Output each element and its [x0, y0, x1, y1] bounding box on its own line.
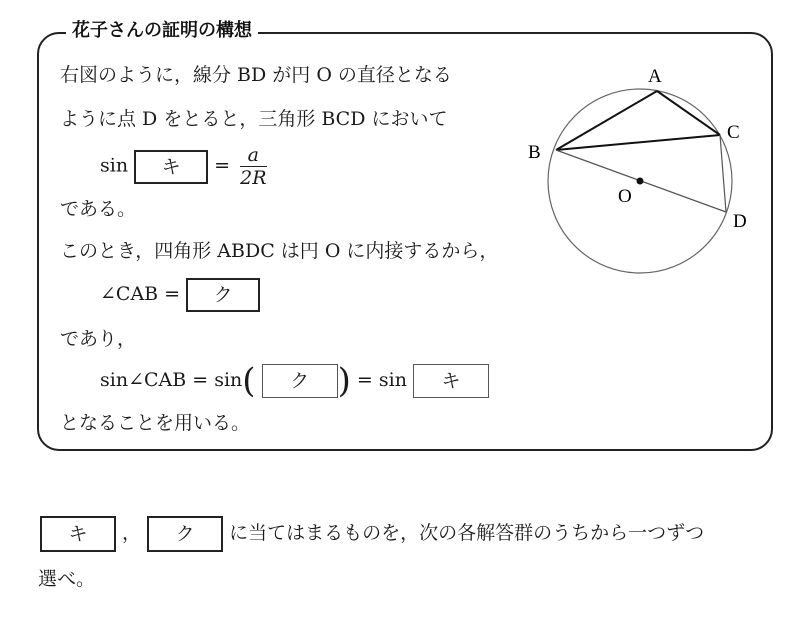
circle-figure [520, 55, 770, 285]
label-o: O [618, 186, 632, 207]
proof-line-2: ように点 D をとると，三角形 BCD において [60, 108, 448, 130]
label-a: A [648, 66, 662, 87]
proof-line-5: であり， [60, 328, 137, 350]
answer-box-ku-ref[interactable]: ク [262, 364, 338, 398]
question-line-2: 選べ。 [38, 568, 96, 590]
question-box-ki[interactable]: キ [40, 516, 116, 552]
label-c: C [727, 122, 740, 143]
sin-cab-label: sin∠CAB = sin [100, 369, 243, 391]
question-line-1 [40, 516, 704, 552]
answer-box-ki[interactable]: キ [134, 150, 208, 184]
equals-sign: = [214, 154, 231, 177]
label-b: B [528, 142, 541, 163]
equals-sin-label: = sin [356, 369, 407, 391]
proof-line-3: である。 [60, 198, 137, 220]
proof-line-4: このとき，四角形 ABDC は円 O に内接するから， [60, 240, 499, 262]
frame-title: 花子さんの証明の構想 [66, 18, 258, 44]
label-d: D [733, 211, 747, 232]
equation-angle-cab [100, 278, 260, 312]
answer-box-ku[interactable]: ク [186, 278, 260, 312]
fraction-a-over-2r [240, 144, 266, 189]
question-box-ku[interactable]: ク [147, 516, 223, 552]
numerator: a [240, 144, 266, 167]
equation-sin-cab [100, 361, 489, 401]
question-text: に当てはまるものを，次の各解答群のうちから一つずつ [229, 522, 705, 544]
sin-label: sin [100, 154, 129, 177]
proof-line-1: 右図のように，線分 BD が円 O の直径となる [60, 64, 452, 86]
close-paren: ) [337, 361, 351, 401]
denominator: 2R [240, 167, 267, 189]
proof-line-6: となることを用いる。 [60, 412, 251, 434]
equation-sin-ki [100, 144, 267, 189]
answer-box-ki-ref[interactable]: キ [413, 364, 489, 398]
open-paren: ( [242, 361, 256, 401]
comma: ， [122, 522, 142, 544]
angle-cab-label: ∠CAB = [100, 283, 181, 305]
